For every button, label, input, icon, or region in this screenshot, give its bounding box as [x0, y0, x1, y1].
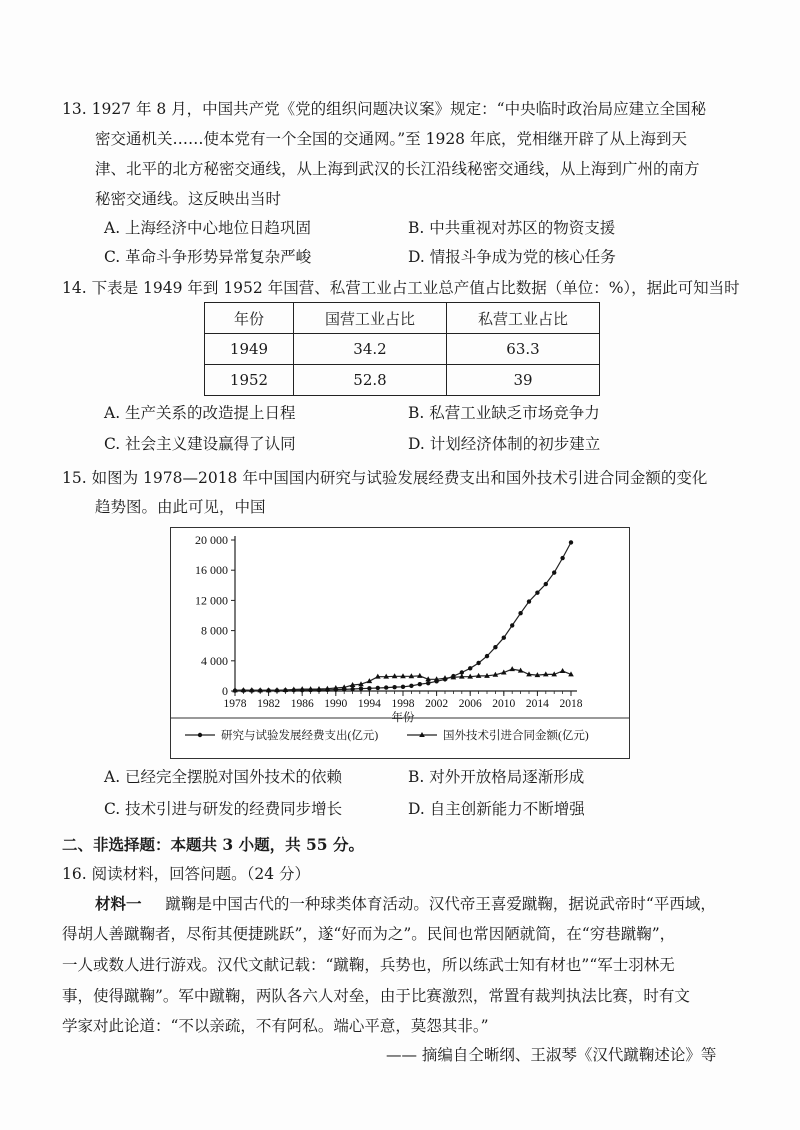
rd-point — [502, 635, 506, 639]
rd-point — [392, 685, 396, 689]
q16-source: —— 摘编自仝晰纲、王淑琴《汉代蹴鞠述论》等 — [386, 1046, 717, 1064]
table-row — [205, 334, 600, 365]
rd-point — [535, 590, 539, 594]
y-tick-label: 4 000 — [201, 653, 228, 668]
x-tick-label: 1990 — [324, 698, 348, 710]
table-cell: 1949 — [205, 334, 294, 365]
q16-line-1: 16. 阅读材料，回答问题。（24 分） — [62, 862, 310, 886]
table-header-cell: 国营工业占比 — [294, 303, 447, 334]
table-cell: 63.3 — [447, 334, 600, 365]
q15-number: 15. — [62, 469, 87, 487]
legend-marker-1 — [198, 733, 202, 737]
rd-point — [409, 684, 413, 688]
q16-number: 16. — [62, 865, 87, 883]
table-cell: 1952 — [205, 365, 294, 396]
rd-point — [544, 582, 548, 586]
tech-import-point — [509, 666, 515, 671]
material-label: 材料一 — [95, 894, 142, 913]
tech-import-point — [560, 668, 566, 673]
y-tick-label: 8 000 — [201, 623, 228, 638]
table-cell: 34.2 — [294, 334, 447, 365]
q13-option-b[interactable]: B. 中共重视对苏区的物资支援 — [408, 219, 616, 237]
rd-point — [485, 654, 489, 658]
q14-option-c[interactable]: C. 社会主义建设赢得了认同 — [104, 435, 296, 453]
rd-point — [569, 540, 573, 544]
rd-point — [401, 685, 405, 689]
rd-point — [468, 666, 472, 670]
q13-option-a[interactable]: A. 上海经济中心地位日趋巩固 — [104, 219, 312, 237]
x-axis-title: 年份 — [391, 712, 415, 724]
rd-point — [418, 682, 422, 686]
x-tick-label: 1998 — [391, 698, 415, 710]
x-tick-label: 1978 — [223, 698, 247, 710]
rd-point — [552, 570, 556, 574]
table-cell: 39 — [447, 365, 600, 396]
rd-point — [527, 599, 531, 603]
q15-option-b[interactable]: B. 对外开放格局逐渐形成 — [408, 768, 585, 786]
rd-point — [476, 661, 480, 665]
rd-point — [493, 645, 497, 649]
q16-material-line-5: 学家对此论道：“不以亲疏，不有阿私。端心平意，莫怨其非。” — [62, 1017, 489, 1035]
q14-line-1: 14. 下表是 1949 年到 1952 年国营、私营工业占工业总产值占比数据（单位：%），据此可知当时 — [62, 276, 740, 300]
rd-point — [384, 685, 388, 689]
q14-number: 14. — [62, 279, 87, 297]
rd-point — [350, 687, 354, 691]
q16-material-line-4: 事，使得蹴鞠”。军中蹴鞠，两队各六人对垒，由于比赛激烈，常置有裁判执法比赛，时有文 — [62, 987, 690, 1005]
q13-line-2: 密交通机关……使本党有一个全国的交通网。”至 1928 年底，党相继开辟了从上海到天 — [95, 130, 687, 148]
rd-point — [510, 623, 514, 627]
x-tick-label: 2018 — [559, 698, 583, 710]
section-2-heading: 二、非选择题：本题共 3 小题，共 55 分。 — [62, 835, 364, 854]
q14-option-a[interactable]: A. 生产关系的改造提上日程 — [104, 404, 296, 422]
q13-line-4: 秘密交通线。这反映出当时 — [95, 190, 282, 208]
q16-material-line-3: 一人或数人进行游戏。汉代文献记载：“蹴鞠，兵势也，所以练武士知有材也”“军士羽林无 — [62, 956, 675, 974]
x-tick-label: 1994 — [357, 698, 381, 710]
rd-point — [426, 681, 430, 685]
q13-option-d[interactable]: D. 情报斗争成为党的核心任务 — [408, 248, 616, 266]
q16-material-line-1: 材料一 蹴鞠是中国古代的一种球类体育活动。汉代帝王喜爱蹴鞠，据说武帝时“平西域， — [95, 894, 716, 913]
table-cell: 52.8 — [294, 365, 447, 396]
q14-option-d[interactable]: D. 计划经济体制的初步建立 — [408, 435, 601, 453]
q15-option-d[interactable]: D. 自主创新能力不断增强 — [408, 800, 585, 818]
q13-line-3: 津、北平的北方秘密交通线，从上海到武汉的长江沿线秘密交通线，从上海到广州的南方 — [95, 160, 700, 178]
q16-material-line-2: 得胡人善蹴鞠者，尽衔其便捷跳跃”，遂“好而为之”。民间也常因陋就简，在“穷巷蹴鞠”， — [62, 925, 676, 943]
q13-line-1: 13. 1927 年 8 月，中国共产党《党的组织问题决议案》规定：“中央临时政治局应建立全国秘 — [62, 97, 706, 121]
q15-line-2: 趋势图。由此可见，中国 — [95, 498, 266, 516]
q15-option-a[interactable]: A. 已经完全摆脱对国外技术的依赖 — [104, 768, 343, 786]
legend-label-1: 研究与试验发展经费支出(亿元) — [221, 730, 379, 742]
x-tick-label: 2010 — [492, 698, 516, 710]
rd-point — [560, 556, 564, 560]
q13-number: 13. — [62, 100, 87, 118]
table-row — [205, 365, 600, 396]
q15-option-c[interactable]: C. 技术引进与研发的经费同步增长 — [104, 800, 343, 818]
x-tick-label: 1986 — [290, 698, 314, 710]
y-tick-label: 20 000 — [195, 533, 228, 547]
legend-label-2: 国外技术引进合同金额(亿元) — [443, 730, 589, 742]
x-tick-label: 2006 — [458, 698, 482, 710]
rd-point — [518, 611, 522, 615]
x-tick-label: 2014 — [525, 698, 549, 710]
q13-option-c[interactable]: C. 革命斗争形势异常复杂严峻 — [104, 248, 312, 266]
table-header-cell: 私营工业占比 — [447, 303, 600, 334]
q14-table — [204, 302, 600, 396]
table-header-cell: 年份 — [205, 303, 294, 334]
rd-point — [359, 686, 363, 690]
y-tick-label: 0 — [222, 684, 228, 698]
table-header-row — [205, 303, 600, 334]
x-tick-label: 1982 — [257, 698, 281, 710]
rd-point — [367, 686, 371, 690]
x-tick-label: 2002 — [425, 698, 449, 710]
q15-chart-svg — [171, 528, 629, 758]
q15-chart — [170, 527, 630, 759]
q15-line-1: 15. 如图为 1978—2018 年中国国内研究与试验发展经费支出和国外技术引进合同金额的变化 — [62, 466, 707, 490]
q14-option-b[interactable]: B. 私营工业缺乏市场竞争力 — [408, 404, 600, 422]
rd-point — [376, 686, 380, 690]
y-tick-label: 12 000 — [195, 593, 228, 608]
y-tick-label: 16 000 — [195, 563, 228, 578]
